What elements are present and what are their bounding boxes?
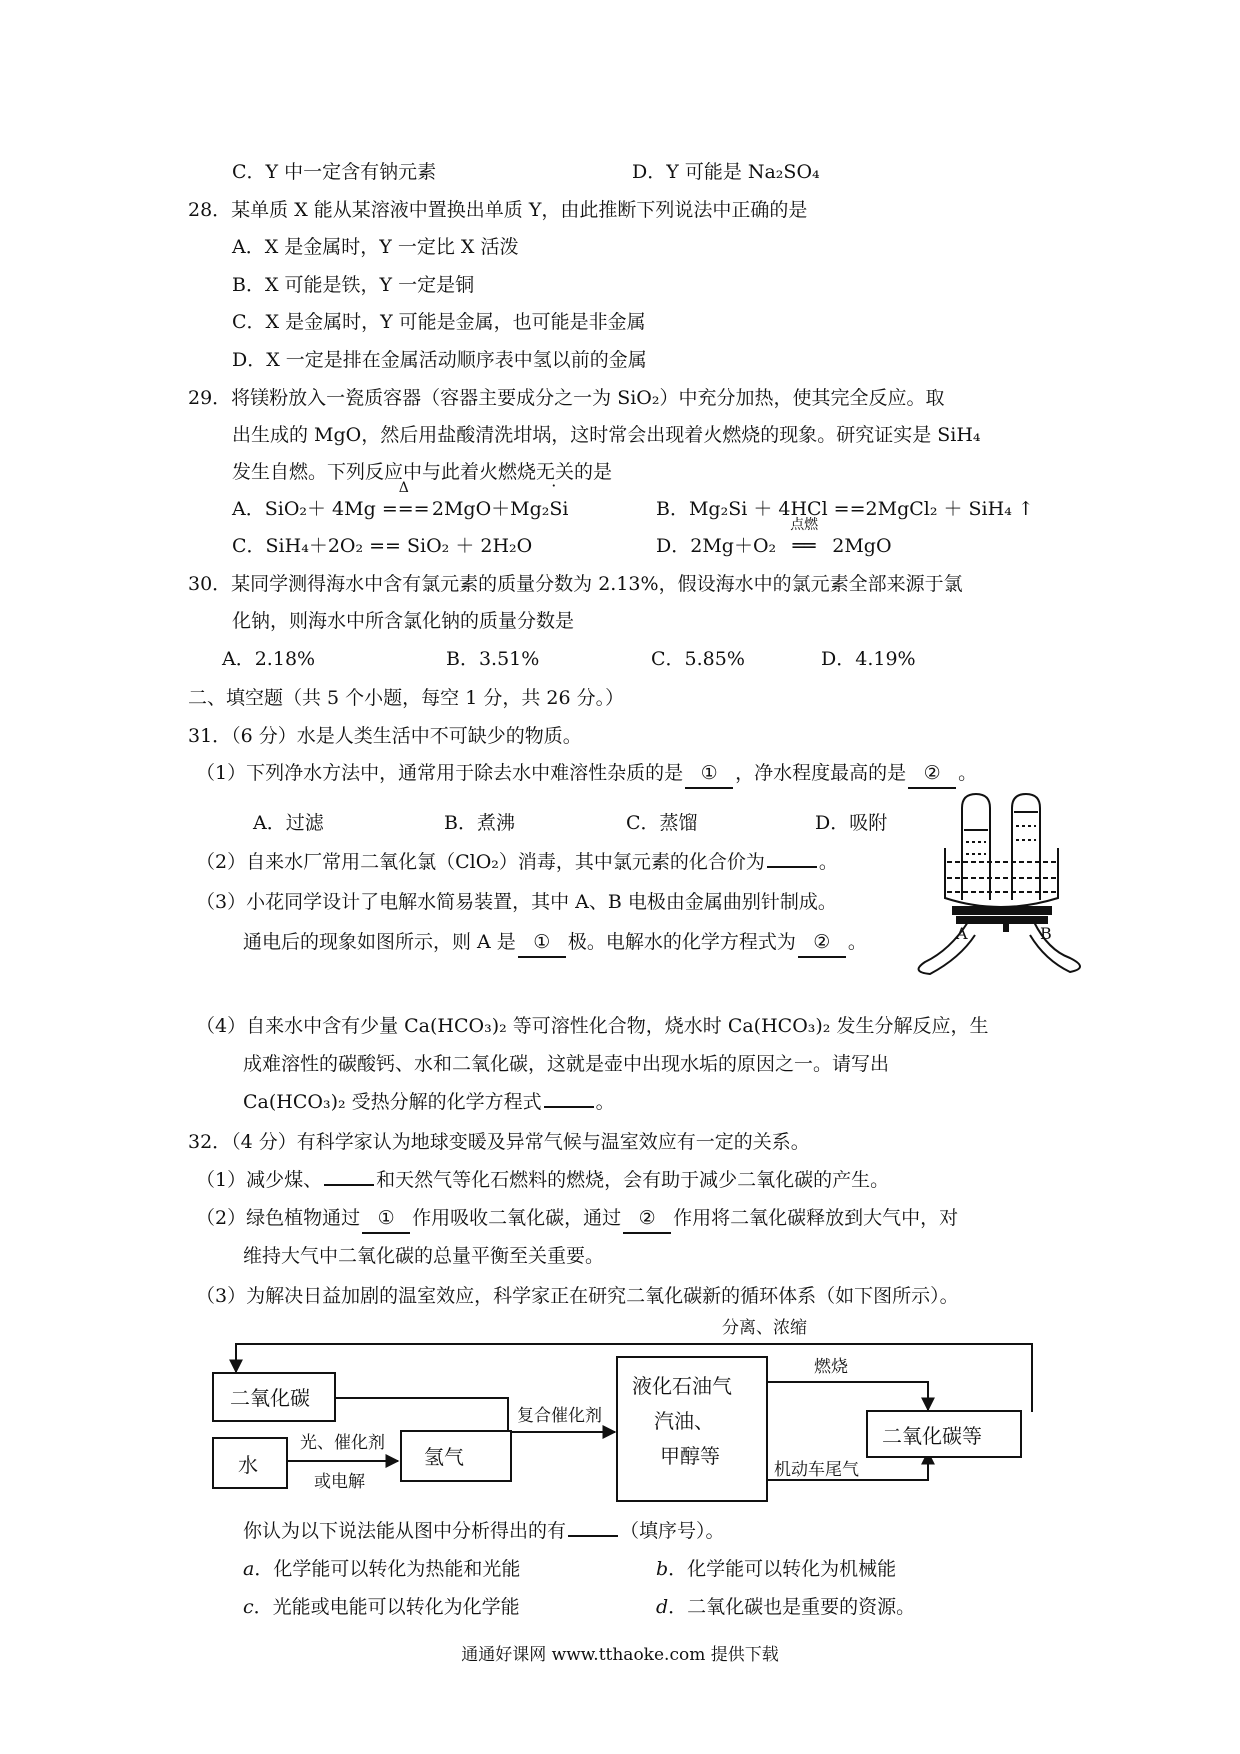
q32-option-c: c．光能或电能可以转化为化学能	[243, 1596, 520, 1618]
q27-option-d: D．Y 可能是 Na₂SO₄	[632, 161, 820, 183]
q30-option-c: C．5.85%	[651, 648, 745, 670]
answer-blank[interactable]	[767, 866, 817, 868]
q30-option-b: B．3.51%	[446, 648, 540, 670]
label-exhaust: 机动车尾气	[774, 1460, 859, 1480]
q31-part-4-line-1: （4）自来水中含有少量 Ca(HCO₃)₂ 等可溶性化合物，烧水时 Ca(HCO₃)₂ 发生分解反应，生	[196, 1015, 989, 1037]
q32-part-2-line-2: 维持大气中二氧化碳的总量平衡至关重要。	[243, 1245, 605, 1267]
q32-option-d: d．二氧化碳也是重要的资源。	[656, 1596, 916, 1618]
q31-part-2: （2）自来水厂常用二氧化氯（ClO₂）消毒，其中氯元素的化合价为 。	[196, 851, 838, 873]
q31-part-3-line-2: 通电后的现象如图所示，则 A 是 ① 极。电解水的化学方程式为 ② 。	[243, 928, 867, 958]
q32-stem: 32．（4 分）有科学家认为地球变暖及异常气候与温室效应有一定的关系。	[188, 1131, 810, 1153]
section-heading: 二、填空题（共 5 个小题，每空 1 分，共 26 分。）	[188, 687, 625, 709]
q28-option-a: A．X 是金属时，Y 一定比 X 活泼	[232, 236, 519, 258]
label-separate: 分离、浓缩	[722, 1318, 807, 1338]
q31-option-c: C．蒸馏	[626, 812, 698, 834]
q31-option-b: B．煮沸	[444, 812, 515, 834]
q28-option-d: D．X 一定是排在金属活动顺序表中氢以前的金属	[232, 349, 647, 371]
answer-blank[interactable]: ②	[908, 759, 956, 789]
label-burn: 燃烧	[814, 1357, 848, 1377]
box-fuel-line-2: 汽油、	[654, 1409, 714, 1433]
box-co2-out-label: 二氧化碳等	[882, 1424, 982, 1448]
box-co2-label: 二氧化碳	[230, 1386, 310, 1410]
answer-blank[interactable]: ①	[685, 759, 733, 789]
answer-blank[interactable]	[544, 1106, 594, 1108]
box-fuel-line-3: 甲醇等	[660, 1444, 720, 1468]
q28-stem: 28．某单质 X 能从某溶液中置换出单质 Y，由此推断下列说法中正确的是	[188, 199, 808, 221]
electrode-a-label: A	[956, 924, 968, 943]
q31-part-1: （1）下列净水方法中，通常用于除去水中难溶性杂质的是 ① ，净水程度最高的是 ② 。	[196, 759, 977, 789]
box-water-label: 水	[238, 1453, 258, 1477]
q29-line-3: 发生自燃。下列反应中与此着火燃烧无关的是	[232, 458, 612, 486]
label-electrolysis: 或电解	[314, 1472, 365, 1492]
q30-line-2: 化钠，则海水中所含氯化钠的质量分数是	[232, 610, 575, 632]
q32-option-b: b．化学能可以转化为机械能	[656, 1558, 897, 1580]
q29-line-1: 29．将镁粉放入一瓷质容器（容器主要成分之一为 SiO₂）中充分加热，使其完全反应。取	[188, 387, 945, 409]
emphasis-dotted: 无关	[536, 461, 575, 483]
q28-option-c: C．X 是金属时，Y 可能是金属，也可能是非金属	[232, 311, 646, 333]
q32-ask: 你认为以下说法能从图中分析得出的有 （填序号）。	[243, 1520, 725, 1542]
q31-part-4-line-3: Ca(HCO₃)₂ 受热分解的化学方程式 。	[243, 1091, 615, 1113]
q29-option-d: D．2Mg＋O₂ 点燃 ══ 2MgO	[656, 532, 892, 560]
answer-blank[interactable]	[568, 1535, 618, 1537]
q32-option-a: a．化学能可以转化为热能和光能	[243, 1558, 521, 1580]
answer-blank[interactable]: ②	[798, 928, 846, 958]
ignite-condition: 点燃 ══	[790, 517, 819, 557]
label-light-catalyst: 光、催化剂	[300, 1433, 385, 1453]
q30-option-d: D．4.19%	[821, 648, 916, 670]
q30-line-1: 30．某同学测得海水中含有氯元素的质量分数为 2.13%，假设海水中的氯元素全部来源于氯	[188, 573, 963, 595]
q31-stem: 31．（6 分）水是人类生活中不可缺少的物质。	[188, 725, 582, 747]
answer-blank[interactable]	[324, 1184, 374, 1186]
arrow-burn	[766, 1382, 928, 1410]
q29-line-2: 出生成的 MgO，然后用盐酸清洗坩埚，这时常会出现着火燃烧的现象。研究证实是 SiH₄	[232, 424, 981, 446]
heat-condition: Δ ===	[381, 480, 430, 520]
answer-blank[interactable]: ②	[623, 1204, 671, 1234]
q30-option-a: A．2.18%	[222, 648, 316, 670]
answer-blank[interactable]: ①	[362, 1204, 410, 1234]
q27-option-c: C．Y 中一定含有钠元素	[232, 161, 437, 183]
q31-part-3-line-1: （3）小花同学设计了电解水简易装置，其中 A、B 电极由金属曲别针制成。	[196, 891, 837, 913]
q28-option-b: B．X 可能是铁，Y 一定是铜	[232, 274, 475, 296]
answer-blank[interactable]: ①	[518, 928, 566, 958]
electrode-b-label: B	[1040, 924, 1052, 943]
q32-part-2-line-1: （2）绿色植物通过 ① 作用吸收二氧化碳，通过 ② 作用将二氧化碳释放到大气中，对	[196, 1204, 958, 1234]
q31-option-a: A．过滤	[253, 812, 324, 834]
q29-option-a: A．SiO₂＋ 4Mg Δ === 2MgO＋Mg₂Si	[232, 495, 568, 523]
q32-part-3: （3）为解决日益加剧的温室效应，科学家正在研究二氧化碳新的循环体系（如下图所示）。	[196, 1285, 959, 1307]
label-catalyst: 复合催化剂	[517, 1406, 602, 1426]
box-h2-label: 氢气	[424, 1445, 464, 1469]
q31-option-d: D．吸附	[815, 812, 888, 834]
q29-option-b: B．Mg₂Si ＋ 4HCl ==2MgCl₂ ＋ SiH₄ ↑	[656, 498, 1034, 520]
q32-part-1: （1）减少煤、 和天然气等化石燃料的燃烧，会有助于减少二氧化碳的产生。	[196, 1169, 890, 1191]
page-footer: 通通好课网 www.tthaoke.com 提供下载	[461, 1645, 779, 1665]
q29-option-c: C．SiH₄＋2O₂ == SiO₂ ＋ 2H₂O	[232, 535, 533, 557]
q31-part-4-line-2: 成难溶性的碳酸钙、水和二氧化碳，这就是壶中出现水垢的原因之一。请写出	[243, 1053, 890, 1075]
box-fuel-line-1: 液化石油气	[632, 1374, 732, 1398]
